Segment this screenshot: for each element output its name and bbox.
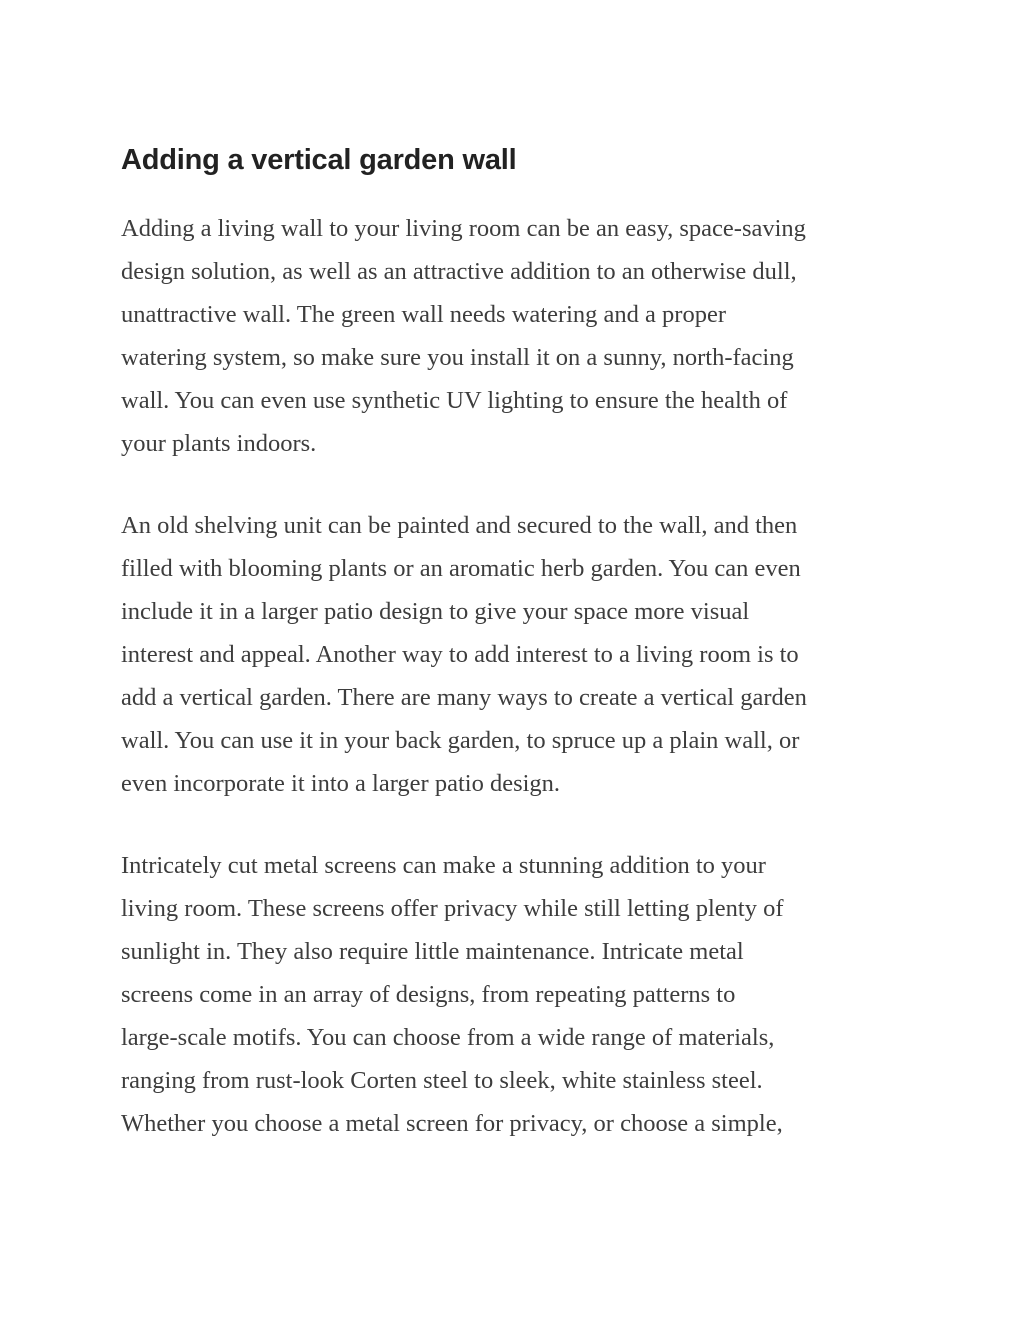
text-line: include it in a larger patio design to give your space more visual <box>121 598 750 625</box>
text-line: ranging from rust-look Corten steel to sleek, white stainless steel. <box>121 1067 763 1094</box>
text-line: Adding a living wall to your living room can be an easy, space-saving <box>121 215 806 242</box>
article-body <box>121 139 911 1145</box>
paragraph-metal-screens <box>121 844 911 1145</box>
text-line: sunlight in. They also require little maintenance. Intricate metal <box>121 938 744 965</box>
text-line: add a vertical garden. There are many ways to create a vertical garden <box>121 684 807 711</box>
text-line: watering system, so make sure you install it on a sunny, north-facing <box>121 344 794 371</box>
paragraph-shelving-unit <box>121 504 911 805</box>
text-line: interest and appeal. Another way to add interest to a living room is to <box>121 641 799 668</box>
text-line: Whether you choose a metal screen for privacy, or choose a simple, <box>121 1110 783 1137</box>
text-line: Intricately cut metal screens can make a stunning addition to your <box>121 852 766 879</box>
text-line: your plants indoors. <box>121 430 317 457</box>
paragraph-living-wall <box>121 207 911 465</box>
text-line: even incorporate it into a larger patio design. <box>121 770 561 797</box>
text-line: wall. You can use it in your back garden, to spruce up a plain wall, or <box>121 727 800 754</box>
text-line: large-scale motifs. You can choose from a wide range of materials, <box>121 1024 775 1051</box>
text-line: An old shelving unit can be painted and secured to the wall, and then <box>121 512 798 539</box>
text-line: filled with blooming plants or an aromatic herb garden. You can even <box>121 555 801 582</box>
text-line: unattractive wall. The green wall needs watering and a proper <box>121 301 726 328</box>
text-line: wall. You can even use synthetic UV lighting to ensure the health of <box>121 387 788 414</box>
text-line: living room. These screens offer privacy while still letting plenty of <box>121 895 784 922</box>
text-line: screens come in an array of designs, from repeating patterns to <box>121 981 736 1008</box>
section-heading: Adding a vertical garden wall <box>121 144 517 176</box>
text-line: design solution, as well as an attractive addition to an otherwise dull, <box>121 258 797 285</box>
